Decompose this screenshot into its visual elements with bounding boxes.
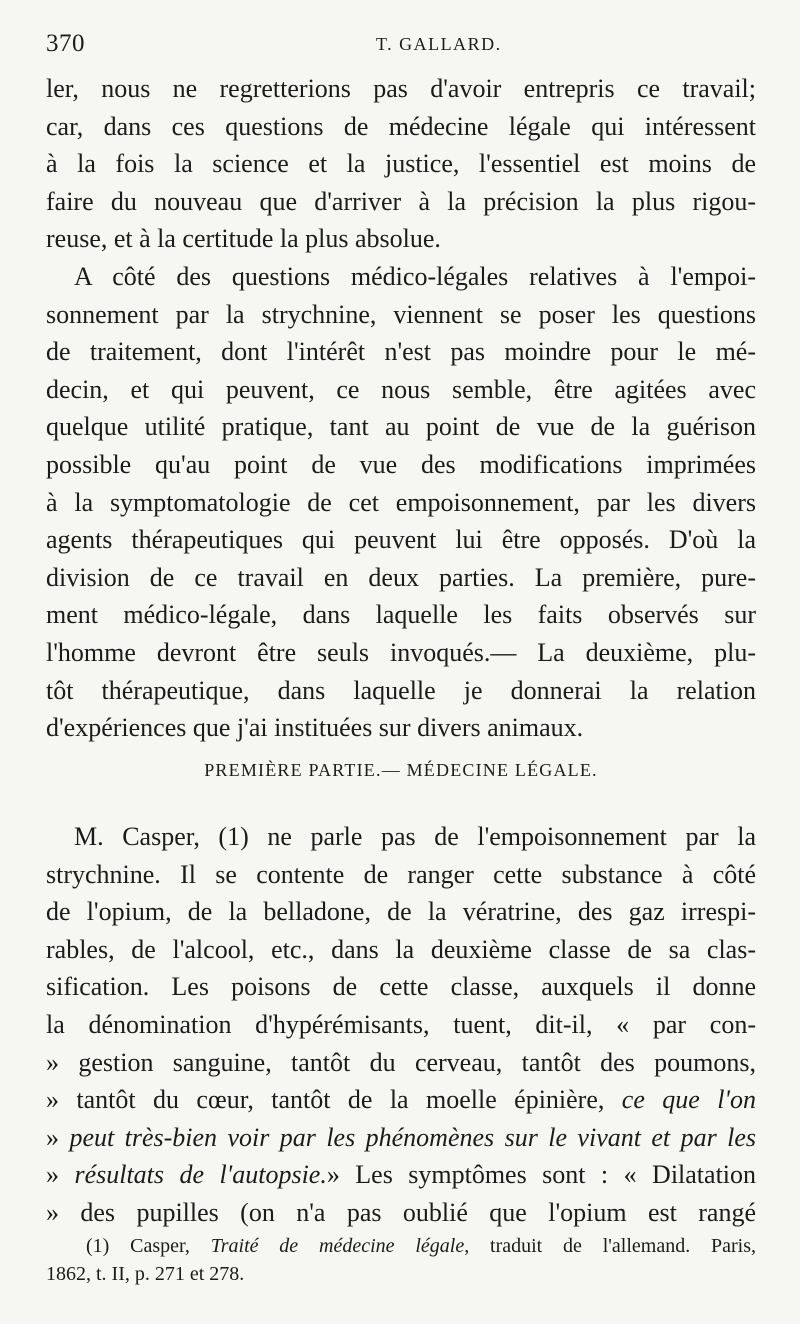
main-text (46, 70, 756, 747)
text-line: quelque utilité pratique, tant au point de vue de la guérison (46, 412, 756, 442)
text-segment: » tantôt du cœur, tantôt de la moelle épinière, (46, 1085, 622, 1115)
text-line: la dénomination d'hypérémisants, tuent, dit-il, « par con- (46, 1009, 756, 1039)
footnote-title: Traité de médecine légale (210, 1235, 465, 1257)
text-line: » des pupilles (on n'a pas oublié que l'opium est rangé (46, 1197, 756, 1227)
text-line: reuse, et à la certitude la plus absolue. (46, 224, 441, 254)
text-segment: » Les symptômes sont : « Dilatation (326, 1160, 757, 1190)
footnote-text: , traduit de l'allemand. Paris, (464, 1235, 757, 1257)
quote-mark: » (46, 1122, 70, 1152)
footnote (46, 1232, 756, 1288)
running-head: T. GALLARD. (376, 34, 502, 54)
text-line: à la symptomatologie de cet empoisonnement, par les divers (46, 487, 756, 517)
text-line: de traitement, dont l'intérêt n'est pas moindre pour le mé- (46, 337, 756, 367)
text-line: car, dans ces questions de médecine légale qui intéressent (46, 111, 756, 141)
page-number: 370 (46, 30, 85, 57)
text-line (46, 1156, 756, 1194)
paragraph-2 (46, 258, 756, 747)
text-line: d'expériences que j'ai instituées sur divers animaux. (46, 713, 584, 743)
quote-mark: » (46, 1160, 75, 1190)
text-line: agents thérapeutiques qui peuvent lui être opposés. D'où la (46, 525, 756, 555)
italic-segment: ce que l'on (621, 1085, 756, 1115)
text-line: l'homme devront être seuls invoqués.— La deuxième, plu- (46, 637, 756, 667)
text-line: strychnine. Il se contente de ranger cette substance à côté (46, 859, 756, 889)
text-line: ment médico-légale, dans laquelle les faits observés sur (46, 600, 756, 630)
italic-segment: peut très-bien voir par les phénomènes sur le vivant et par les (69, 1122, 757, 1152)
footnote-line: 1862, t. II, p. 271 et 278. (46, 1263, 245, 1285)
paragraph-1 (46, 70, 756, 258)
text-line: division de ce travail en deux parties. La première, pure- (46, 562, 756, 592)
text-line: faire du nouveau que d'arriver à la précision la plus rigou- (46, 186, 756, 216)
text-line: à la fois la science et la justice, l'essentiel est moins de (46, 149, 756, 179)
text-line: sonnement par la strychnine, viennent se poser les questions (46, 299, 756, 329)
paragraph-3 (46, 818, 756, 1232)
text-line: rables, de l'alcool, etc., dans la deuxième classe de sa clas- (46, 934, 756, 964)
section-heading: PREMIÈRE PARTIE.— MÉDECINE LÉGALE. (204, 760, 598, 780)
text-line: de l'opium, de la belladone, de la vératrine, des gaz irrespi- (46, 897, 756, 927)
text-line: sification. Les poisons de cette classe, auxquels il donne (46, 972, 756, 1002)
text-line (46, 1081, 756, 1119)
text-line: ler, nous ne regretterions pas d'avoir entrepris ce travail; (46, 74, 756, 103)
italic-segment: résultats de l'autopsie. (74, 1160, 327, 1190)
text-line: » gestion sanguine, tantôt du cerveau, tantôt des poumons, (46, 1047, 756, 1077)
text-line: decin, et qui peuvent, ce nous semble, être agitées avec (46, 374, 756, 404)
page-header (46, 30, 756, 66)
text-line: possible qu'au point de vue des modifications imprimées (46, 449, 756, 479)
footnote-marker: (1) Casper, (86, 1235, 211, 1257)
text-line: A côté des questions médico-légales relatives à l'empoi- (74, 261, 756, 291)
footnote-line (46, 1232, 756, 1260)
text-line: tôt thérapeutique, dans laquelle je donnerai la relation (46, 675, 756, 705)
text-line (46, 1119, 756, 1157)
text-line: M. Casper, (1) ne parle pas de l'empoisonnement par la (74, 822, 756, 851)
